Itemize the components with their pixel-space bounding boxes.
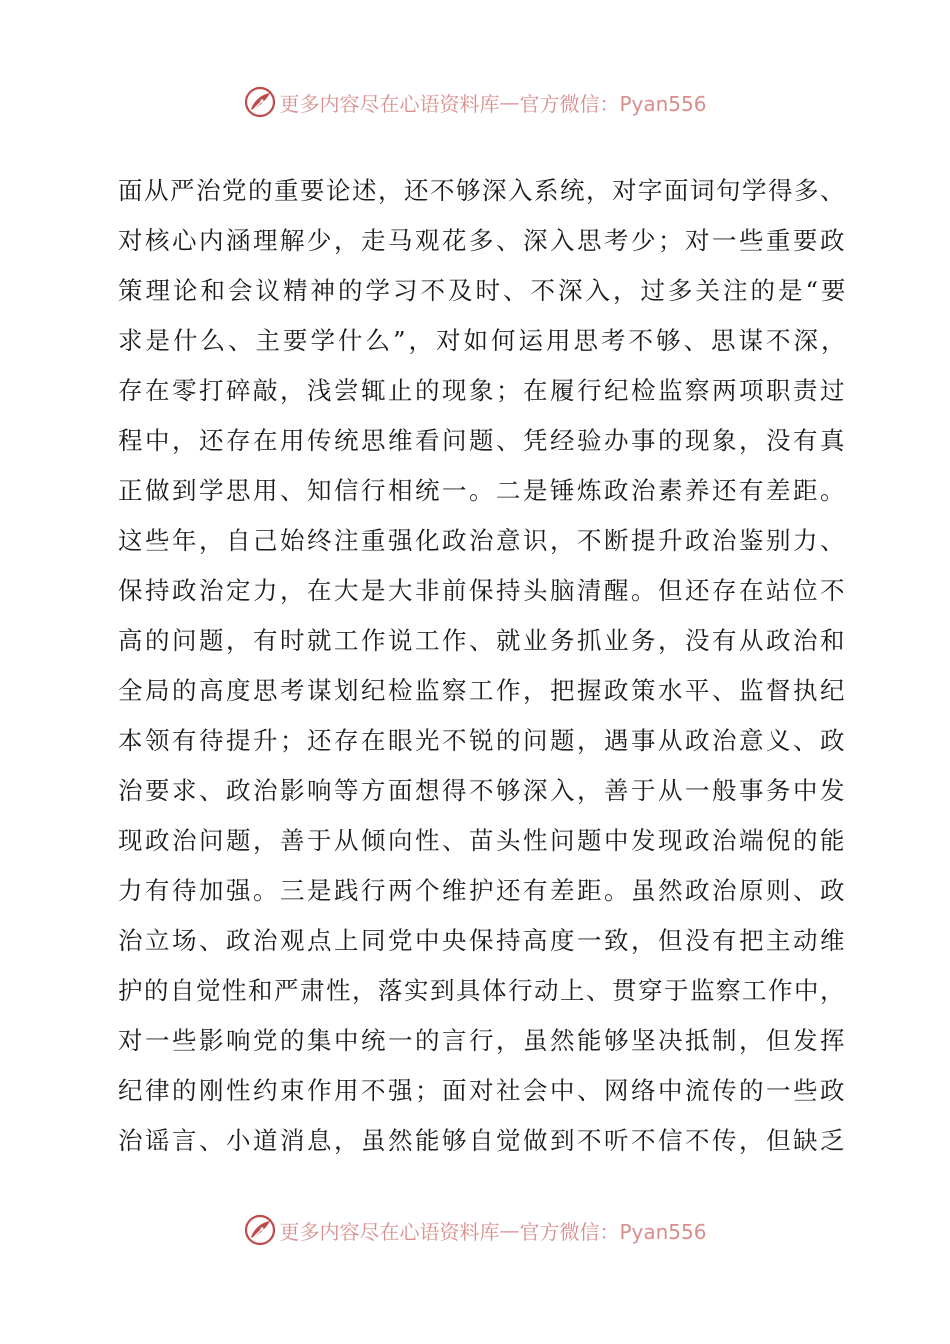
- text-line: 力有待加强。三是践行两个维护还有差距。虽然政治原则、政: [118, 876, 847, 905]
- banner-contact: 官方微信：Pyan556: [519, 91, 707, 116]
- text-line: 存在零打碎敲，浅尝辄止的现象；在履行纪检监察两项职责过: [118, 376, 847, 405]
- banner-contact: 官方微信：Pyan556: [519, 1219, 707, 1244]
- document-body: [118, 166, 858, 1166]
- text-line: 策理论和会议精神的学习不及时、不深入，过多关注的是“要: [118, 276, 849, 305]
- text-line: 治要求、政治影响等方面想得不够深入，善于从一般事务中发: [118, 776, 847, 805]
- banner-brand: 更多内容尽在心语资料库: [279, 1219, 500, 1244]
- text-line: 程中，还存在用传统思维看问题、凭经验办事的现象，没有真: [118, 426, 847, 455]
- text-line: 治立场、政治观点上同党中央保持高度一致，但没有把主动维: [118, 926, 847, 955]
- text-line: 求是什么、主要学什么”，对如何运用思考不够、思谋不深，: [118, 326, 849, 355]
- header-banner: [0, 82, 950, 122]
- footer-banner: [0, 1210, 950, 1250]
- text-line: 面从严治党的重要论述，还不够深入系统，对字面词句学得多、: [118, 176, 846, 205]
- text-line: 保持政治定力，在大是大非前保持头脑清醒。但还存在站位不: [118, 576, 847, 605]
- text-line: 对一些影响党的集中统一的言行，虽然能够坚决抵制，但发挥: [118, 1026, 847, 1055]
- text-line: 治谣言、小道消息，虽然能够自觉做到不听不信不传，但缺乏: [118, 1126, 847, 1155]
- text-line: 护的自觉性和严肃性，落实到具体行动上、贯穿于监察工作中，: [118, 976, 846, 1005]
- pen-nib-logo-icon: [243, 85, 277, 119]
- text-line: 高的问题，有时就工作说工作、就业务抓业务，没有从政治和: [118, 626, 847, 655]
- text-line: 对核心内涵理解少，走马观花多、深入思考少；对一些重要政: [118, 226, 847, 255]
- text-line: 正做到学思用、知信行相统一。二是锤炼政治素养还有差距。: [118, 476, 847, 505]
- text-line: 这些年，自己始终注重强化政治意识，不断提升政治鉴别力、: [118, 526, 847, 555]
- banner-separator: —: [499, 1218, 520, 1242]
- banner-separator: —: [499, 90, 520, 114]
- pen-nib-logo-icon: [243, 1213, 277, 1247]
- text-line: 本领有待提升；还存在眼光不锐的问题，遇事从政治意义、政: [118, 726, 847, 755]
- text-line: 纪律的刚性约束作用不强；面对社会中、网络中流传的一些政: [118, 1076, 847, 1105]
- text-line: 全局的高度思考谋划纪检监察工作，把握政策水平、监督执纪: [118, 676, 847, 705]
- text-line: 现政治问题，善于从倾向性、苗头性问题中发现政治端倪的能: [118, 826, 847, 855]
- banner-brand: 更多内容尽在心语资料库: [279, 91, 500, 116]
